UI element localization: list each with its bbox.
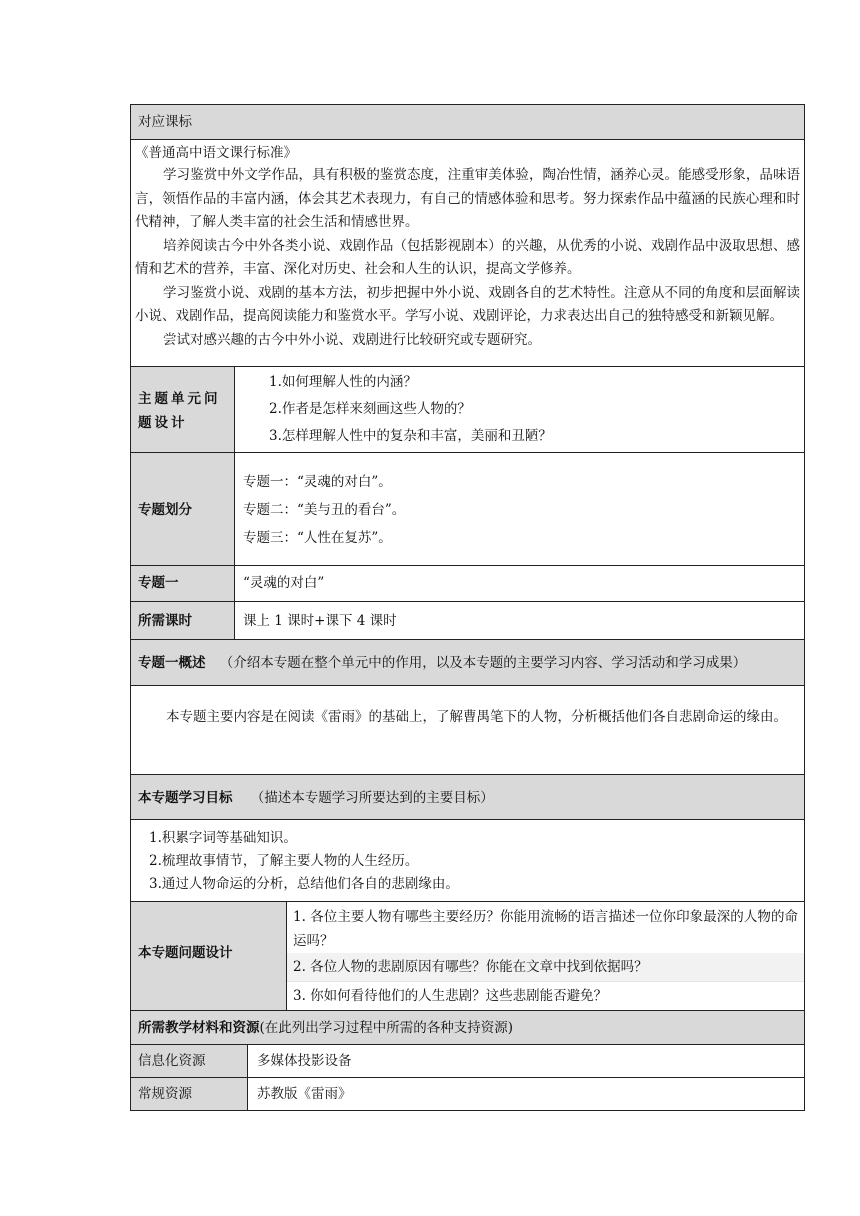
resources-header-row	[130, 1010, 805, 1044]
topic-question-item: 3. 你如何看待他们的人生悲剧？这些悲剧能否避免？	[293, 988, 608, 1004]
topic1-value: “灵魂的对白”	[243, 575, 325, 591]
standards-paragraph: 尝试对感兴趣的古今中外小说、戏剧进行比较研究或专题研究。	[163, 331, 541, 348]
resource-value-cell	[247, 1078, 804, 1110]
unit-questions-label-cell	[131, 367, 234, 452]
topic-question-item: 2. 各位人物的悲剧原因有哪些？你能在文章中找到依据吗？	[293, 959, 648, 975]
resource-label: 常规资源	[138, 1086, 192, 1102]
hours-value-cell	[234, 602, 804, 639]
standards-paragraph: 培养阅读古今中外各类小说、戏剧作品（包括影视剧本）的兴趣，从优秀的小说、戏剧作品中汲取思想、感情和艺术的营养，丰富、深化对历史、社会和人生的认识，提高文学修养。	[135, 237, 800, 277]
standards-header: 对应课标	[138, 114, 192, 130]
overview-body-row	[130, 685, 805, 774]
unit-questions-label: 主题单元问题设计	[138, 391, 221, 431]
goal-item: 2.梳理故事情节，了解主要人物的人生经历。	[149, 853, 419, 869]
resources-hint: (在此列出学习过程中所需的各种支持资源)	[259, 1020, 514, 1036]
overview-label: 专题一概述	[138, 655, 206, 671]
goal-item: 1.积累字词等基础知识。	[149, 830, 297, 846]
topic-questions-label-cell	[131, 902, 286, 1010]
goals-label: 本专题学习目标	[138, 790, 233, 806]
topic-item: 专题二：“美与丑的看台”。	[243, 502, 406, 518]
standards-paragraph: 学习鉴赏中外文学作品，具有积极的鉴赏态度，注重审美体验，陶冶性情，涵养心灵。能感受形象，品味语言，领悟作品的丰富内涵，体会其艺术表现力，有自己的情感体验和思考。努力探索作品中蕴涵的民族心理和时代精神，了解人类丰富的社会生活和情感世界。	[135, 167, 800, 230]
hours-label-cell	[131, 602, 234, 639]
topic-item: 专题一：“灵魂的对白”。	[243, 474, 392, 490]
hours-value: 课上 1 课时+课下 4 课时	[243, 613, 397, 629]
topic-questions-list	[286, 902, 804, 1010]
goals-list-row	[130, 819, 805, 901]
unit-question-item: 3.怎样理解人性中的复杂和丰富，美丽和丑陋？	[269, 428, 552, 444]
hours-row	[130, 601, 805, 639]
resource-label-cell	[131, 1078, 247, 1110]
overview-body: 本专题主要内容是在阅读《雷雨》的基础上，了解曹禺笔下的人物，分析概括他们各自悲剧命运的缘由。	[166, 709, 787, 725]
topics-row	[130, 452, 805, 565]
overview-header-row	[130, 639, 805, 685]
resources-label: 所需教学材料和资源	[138, 1020, 260, 1036]
resource-value: 苏教版《雷雨》	[257, 1086, 352, 1102]
topic-questions-row	[130, 901, 805, 1010]
topics-label-cell	[131, 453, 234, 565]
unit-questions-row	[130, 366, 805, 452]
topic-item: 专题三：“人性在复苏”。	[243, 530, 392, 546]
unit-question-item: 1.如何理解人性的内涵？	[269, 374, 417, 390]
goal-item: 3.通过人物命运的分析，总结他们各自的悲剧缘由。	[149, 876, 459, 892]
standards-content-row	[130, 139, 805, 366]
goals-header-row	[130, 774, 805, 819]
topic-question-item: 1. 各位主要人物有哪些主要经历？你能用流畅的语言描述一位你印象最深的人物的命运吗？	[293, 909, 798, 949]
resource-row	[130, 1044, 805, 1077]
unit-questions-list	[234, 367, 804, 452]
topic1-label: 专题一	[138, 575, 179, 591]
resource-value: 多媒体投影设备	[257, 1053, 352, 1069]
standards-header-row	[130, 104, 805, 139]
goals-hint: （描述本专题学习所要达到的主要目标）	[250, 790, 494, 806]
topic-questions-label: 本专题问题设计	[138, 945, 233, 961]
resource-label: 信息化资源	[138, 1053, 206, 1069]
topics-label: 专题划分	[138, 502, 192, 518]
resource-value-cell	[247, 1045, 804, 1077]
resource-label-cell	[131, 1045, 247, 1077]
topic1-row	[130, 565, 805, 601]
overview-hint: （介绍本专题在整个单元中的作用，以及本专题的主要学习内容、学习活动和学习成果）	[219, 655, 747, 671]
standards-book-title: 《普通高中语文课行标准》	[135, 145, 297, 161]
topic1-value-cell	[234, 566, 804, 601]
standards-paragraph: 学习鉴赏小说、戏剧的基本方法，初步把握中外小说、戏剧各自的艺术特性。注意从不同的角度和层面解读小说、戏剧作品，提高阅读能力和鉴赏水平。学写小说、戏剧评论，力求表达出自己的独特感受和新颖见解。	[135, 284, 800, 324]
hours-label: 所需课时	[138, 613, 192, 629]
topics-list	[234, 453, 804, 565]
resource-row	[130, 1077, 805, 1111]
unit-question-item: 2.作者是怎样来刻画这些人物的？	[269, 401, 471, 417]
topic1-label-cell	[131, 566, 234, 601]
